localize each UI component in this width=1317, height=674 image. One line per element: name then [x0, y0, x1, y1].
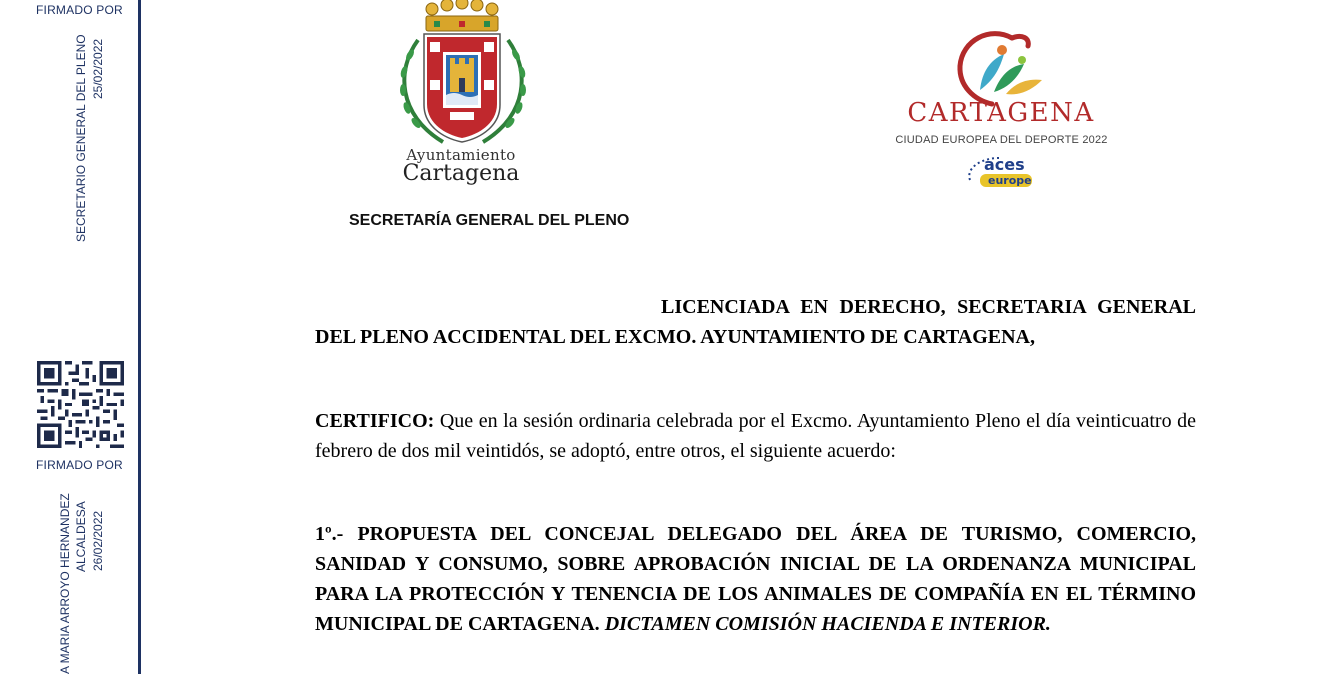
strip-divider	[138, 0, 141, 674]
european-sport-city-logo-mark	[950, 28, 1050, 108]
logo-text-cartagena: Cartagena	[402, 161, 520, 186]
agenda-item-title: 1º.- PROPUESTA DEL CONCEJAL DELEGADO DEL ÁREA DE TURISMO, COMERCIO, SANIDAD Y CONSUMO, SOBRE APROBACIÓN INICIAL DE LA ORDENANZA MUNICIPAL PARA LA PROTECCIÓN Y TENENCIA DE LOS ANIMALES DE COMPAÑÍA EN EL TÉRMINO MUNICIPAL DE CARTAGENA.	[315, 523, 1196, 635]
signer-2-role: ALCALDESA	[74, 501, 88, 572]
aces-badge-bottom: europe	[988, 174, 1032, 187]
signature-strip	[0, 0, 140, 674]
logo-subtitle: CIUDAD EUROPEA DEL DEPORTE 2022	[895, 134, 1108, 146]
logo-text-cartagena-sport: CARTAGENA	[907, 98, 1095, 128]
firmado-label-1: FIRMADO POR	[36, 3, 123, 17]
sign-date-1: 25/02/2022	[91, 38, 105, 99]
aces-europe-badge	[966, 150, 1040, 192]
certificate-heading: LICENCIADA EN DERECHO, SECRETARIA GENERAL DEL PLENO ACCIDENTAL DEL EXCMO. AYUNTAMIENTO DE CARTAGENA,	[315, 296, 1196, 348]
aces-badge-top: aces	[984, 155, 1025, 174]
logo-text-ayuntamiento: Ayuntamiento	[406, 146, 516, 164]
department-title: SECRETARÍA GENERAL DEL PLENO	[349, 212, 630, 229]
signer-1: SECRETARIO GENERAL DEL PLENO	[74, 34, 88, 242]
agenda-item-paragraph	[315, 519, 1196, 639]
certifico-paragraph	[315, 406, 1196, 466]
signer-2: A MARIA ARROYO HERNANDEZ	[58, 493, 72, 674]
sign-date-2: 26/02/2022	[91, 510, 105, 571]
qr-code	[37, 361, 124, 448]
certifico-label: CERTIFICO:	[315, 410, 435, 432]
firmado-label-2: FIRMADO POR	[36, 458, 123, 472]
certifico-text: Que en la sesión ordinaria celebrada por el Excmo. Ayuntamiento Pleno el día veinticuatro de febrero de dos mil veintidós, se adoptó, entre otros, el siguiente acuerdo:	[315, 410, 1196, 462]
dictamen-note: DICTAMEN COMISIÓN HACIENDA E INTERIOR.	[604, 613, 1051, 635]
